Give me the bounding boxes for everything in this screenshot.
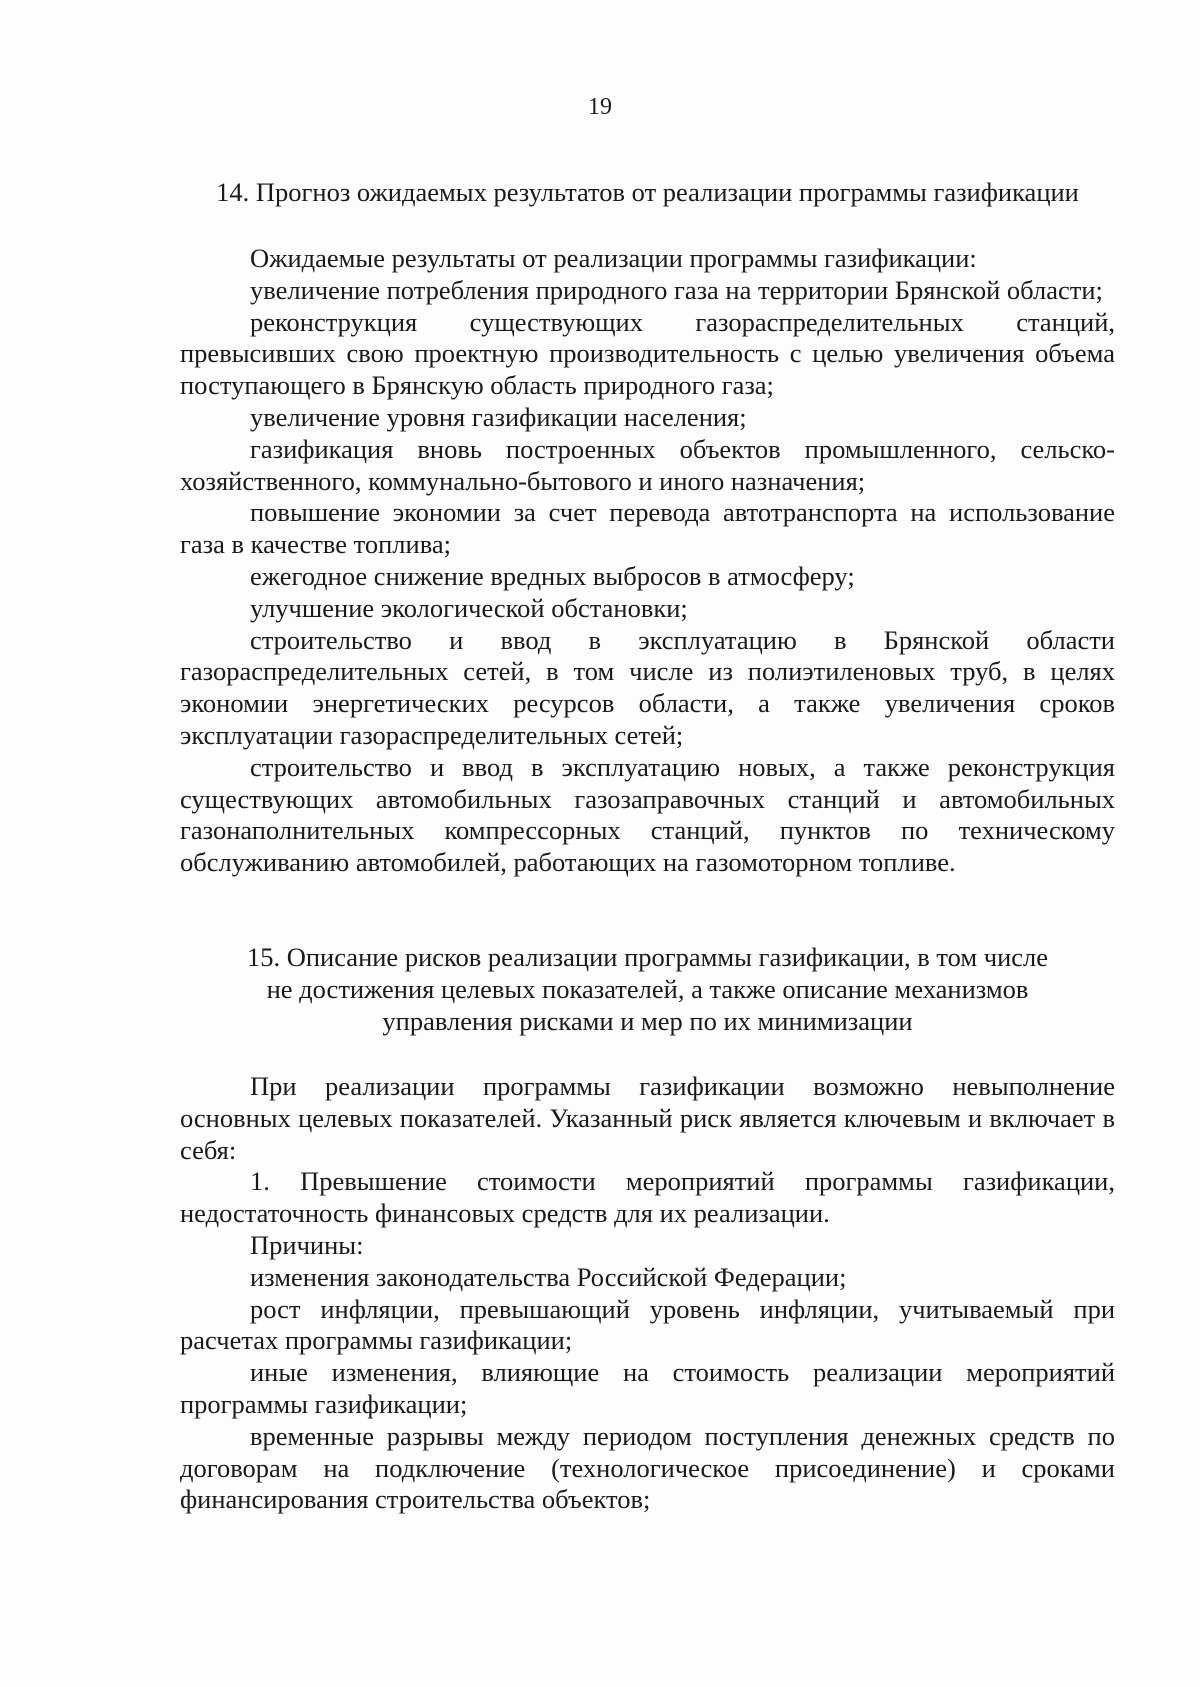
section-15-heading-line: управления рисками и мер по их минимизации	[382, 1006, 913, 1036]
paragraph: Причины:	[250, 1229, 364, 1260]
paragraph: иные изменения, влияющие на стоимость реализации мероприятий программы газификации;	[180, 1357, 1115, 1419]
section-15-body	[180, 1071, 1115, 1516]
section-15-heading-line: не достижения целевых показателей, а также описание механизмов	[266, 974, 1029, 1004]
paragraph: рост инфляции, превышающий уровень инфляции, учитываемый при расчетах программы газификации;	[180, 1293, 1115, 1356]
paragraph: газификация вновь построенных объектов промышленного, сельскохозяйственного, коммунально-бытового и иного назначения;	[180, 433, 1115, 496]
paragraph: повышение экономии за счет перевода автотранспорта на использование газа в качестве топлива;	[180, 497, 1115, 560]
paragraph: При реализации программы газификации возможно невыполнение основных целевых показателей. Указанный риск является ключевым и включает в себя:	[180, 1071, 1115, 1165]
paragraph: 1. Превышение стоимости мероприятий программы газификации, недостаточность финансовых средств для их реализации.	[180, 1166, 1115, 1229]
paragraph: улучшение экологической обстановки;	[250, 592, 688, 623]
section-15-heading	[180, 941, 1115, 1037]
paragraph: Ожидаемые результаты от реализации программы газификации:	[250, 243, 977, 273]
paragraph: строительство и ввод в эксплуатацию новых, а также реконструкция существующих автомобильных газозаправочных станций и автомобильных газонаполнительных компрессорных станций, пунктов по техническому обслуживанию автомобилей, работающих на газомоторном топливе.	[180, 751, 1115, 878]
paragraph: строительство и ввод в эксплуатацию в Брянской области газораспределительных сетей, в том числе из полиэтиленовых труб, в целях экономии энергетических ресурсов области, а также увеличения сроков эксплуатации газораспределительных сетей;	[180, 624, 1115, 750]
paragraph: увеличение потребления природного газа на территории Брянской области;	[250, 274, 1103, 305]
paragraph: временные разрывы между периодом поступления денежных средств по договорам на подключение (технологическое присоединение) и сроками финансирования строительства объектов;	[180, 1420, 1115, 1515]
section-15-heading-line: 15. Описание рисков реализации программы газификации, в том числе	[246, 942, 1049, 972]
paragraph: реконструкция существующих газораспределительных станций, превысивших свою проектную производительность с целью увеличения объема поступающего в Брянскую область природного газа;	[180, 306, 1115, 401]
paragraph: увеличение уровня газификации населения;	[250, 401, 747, 432]
paragraph: изменения законодательства Российской Федерации;	[250, 1261, 847, 1292]
section-14-heading: 14. Прогноз ожидаемых результатов от реализации программы газификации	[216, 177, 1079, 207]
section-14-body	[180, 243, 1115, 879]
paragraph: ежегодное снижение вредных выбросов в атмосферу;	[250, 560, 855, 591]
page-number: 19	[588, 94, 612, 120]
